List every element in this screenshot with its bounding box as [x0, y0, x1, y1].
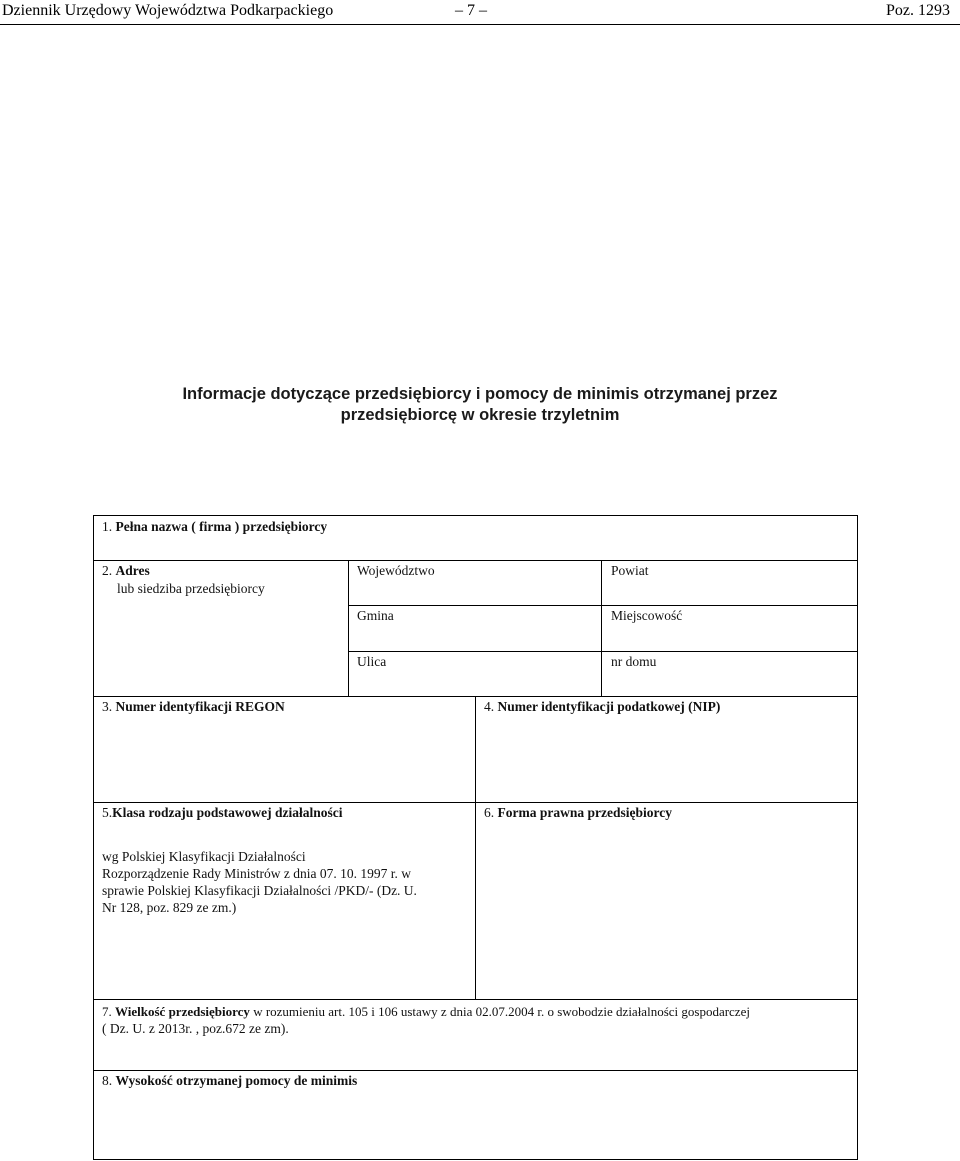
field-1-label: 1. Pełna nazwa ( firma ) przedsiębiorcy	[102, 519, 328, 534]
row-divider	[348, 605, 858, 606]
field-5-desc-2: Rozporządzenie Rady Ministrów z dnia 07. 10. 1997 r. w	[102, 866, 411, 881]
column-divider	[601, 560, 602, 697]
row-divider	[348, 651, 858, 652]
field-7-text-2: ( Dz. U. z 2013r. , poz.672 ze zm).	[102, 1021, 289, 1036]
powiat-label: Powiat	[611, 563, 649, 578]
document-title	[130, 384, 830, 426]
nr-domu-label: nr domu	[611, 654, 657, 669]
miejscowosc-label: Miejscowość	[611, 608, 683, 623]
wojewodztwo-label: Województwo	[357, 563, 435, 578]
title-line-1: Informacje dotyczące przedsiębiorcy i pomocy de minimis otrzymanej przez	[182, 385, 778, 403]
row-divider	[94, 802, 858, 803]
row-divider	[94, 696, 858, 697]
column-divider	[475, 696, 476, 1000]
field-4-label: 4. Numer identyfikacji podatkowej (NIP)	[484, 699, 721, 714]
field-5-desc-1: wg Polskiej Klasyfikacji Działalności	[102, 849, 306, 864]
row-divider	[94, 999, 858, 1000]
row-divider	[94, 1070, 858, 1071]
column-divider	[348, 560, 349, 697]
field-6-label: 6. Forma prawna przedsiębiorcy	[484, 805, 672, 820]
field-5-desc-3: sprawie Polskiej Klasyfikacji Działalności /PKD/- (Dz. U.	[102, 883, 417, 898]
field-5-label: 5.Klasa rodzaju podstawowej działalności	[102, 805, 343, 820]
row-divider	[94, 560, 858, 561]
field-2-label: 2. Adres	[102, 563, 150, 578]
page-header	[0, 0, 960, 25]
position-number: Poz. 1293	[886, 2, 950, 19]
field-5-desc-4: Nr 128, poz. 829 ze zm.)	[102, 900, 237, 915]
gmina-label: Gmina	[357, 608, 394, 623]
field-3-label: 3. Numer identyfikacji REGON	[102, 699, 285, 714]
title-line-2: przedsiębiorcę w okresie trzyletnim	[340, 406, 620, 424]
page-number: – 7 –	[455, 2, 487, 19]
field-8-label: 8. Wysokość otrzymanej pomocy de minimis	[102, 1073, 358, 1088]
field-2-sublabel: lub siedziba przedsiębiorcy	[117, 581, 265, 596]
journal-title: Dziennik Urzędowy Województwa Podkarpackiego	[2, 2, 334, 19]
ulica-label: Ulica	[357, 654, 387, 669]
form-table	[93, 515, 858, 1160]
field-7-label: 7. Wielkość przedsiębiorcy w rozumieniu art. 105 i 106 ustawy z dnia 02.07.2004 r. o swobodzie działalności gospodarczej	[102, 1004, 750, 1019]
